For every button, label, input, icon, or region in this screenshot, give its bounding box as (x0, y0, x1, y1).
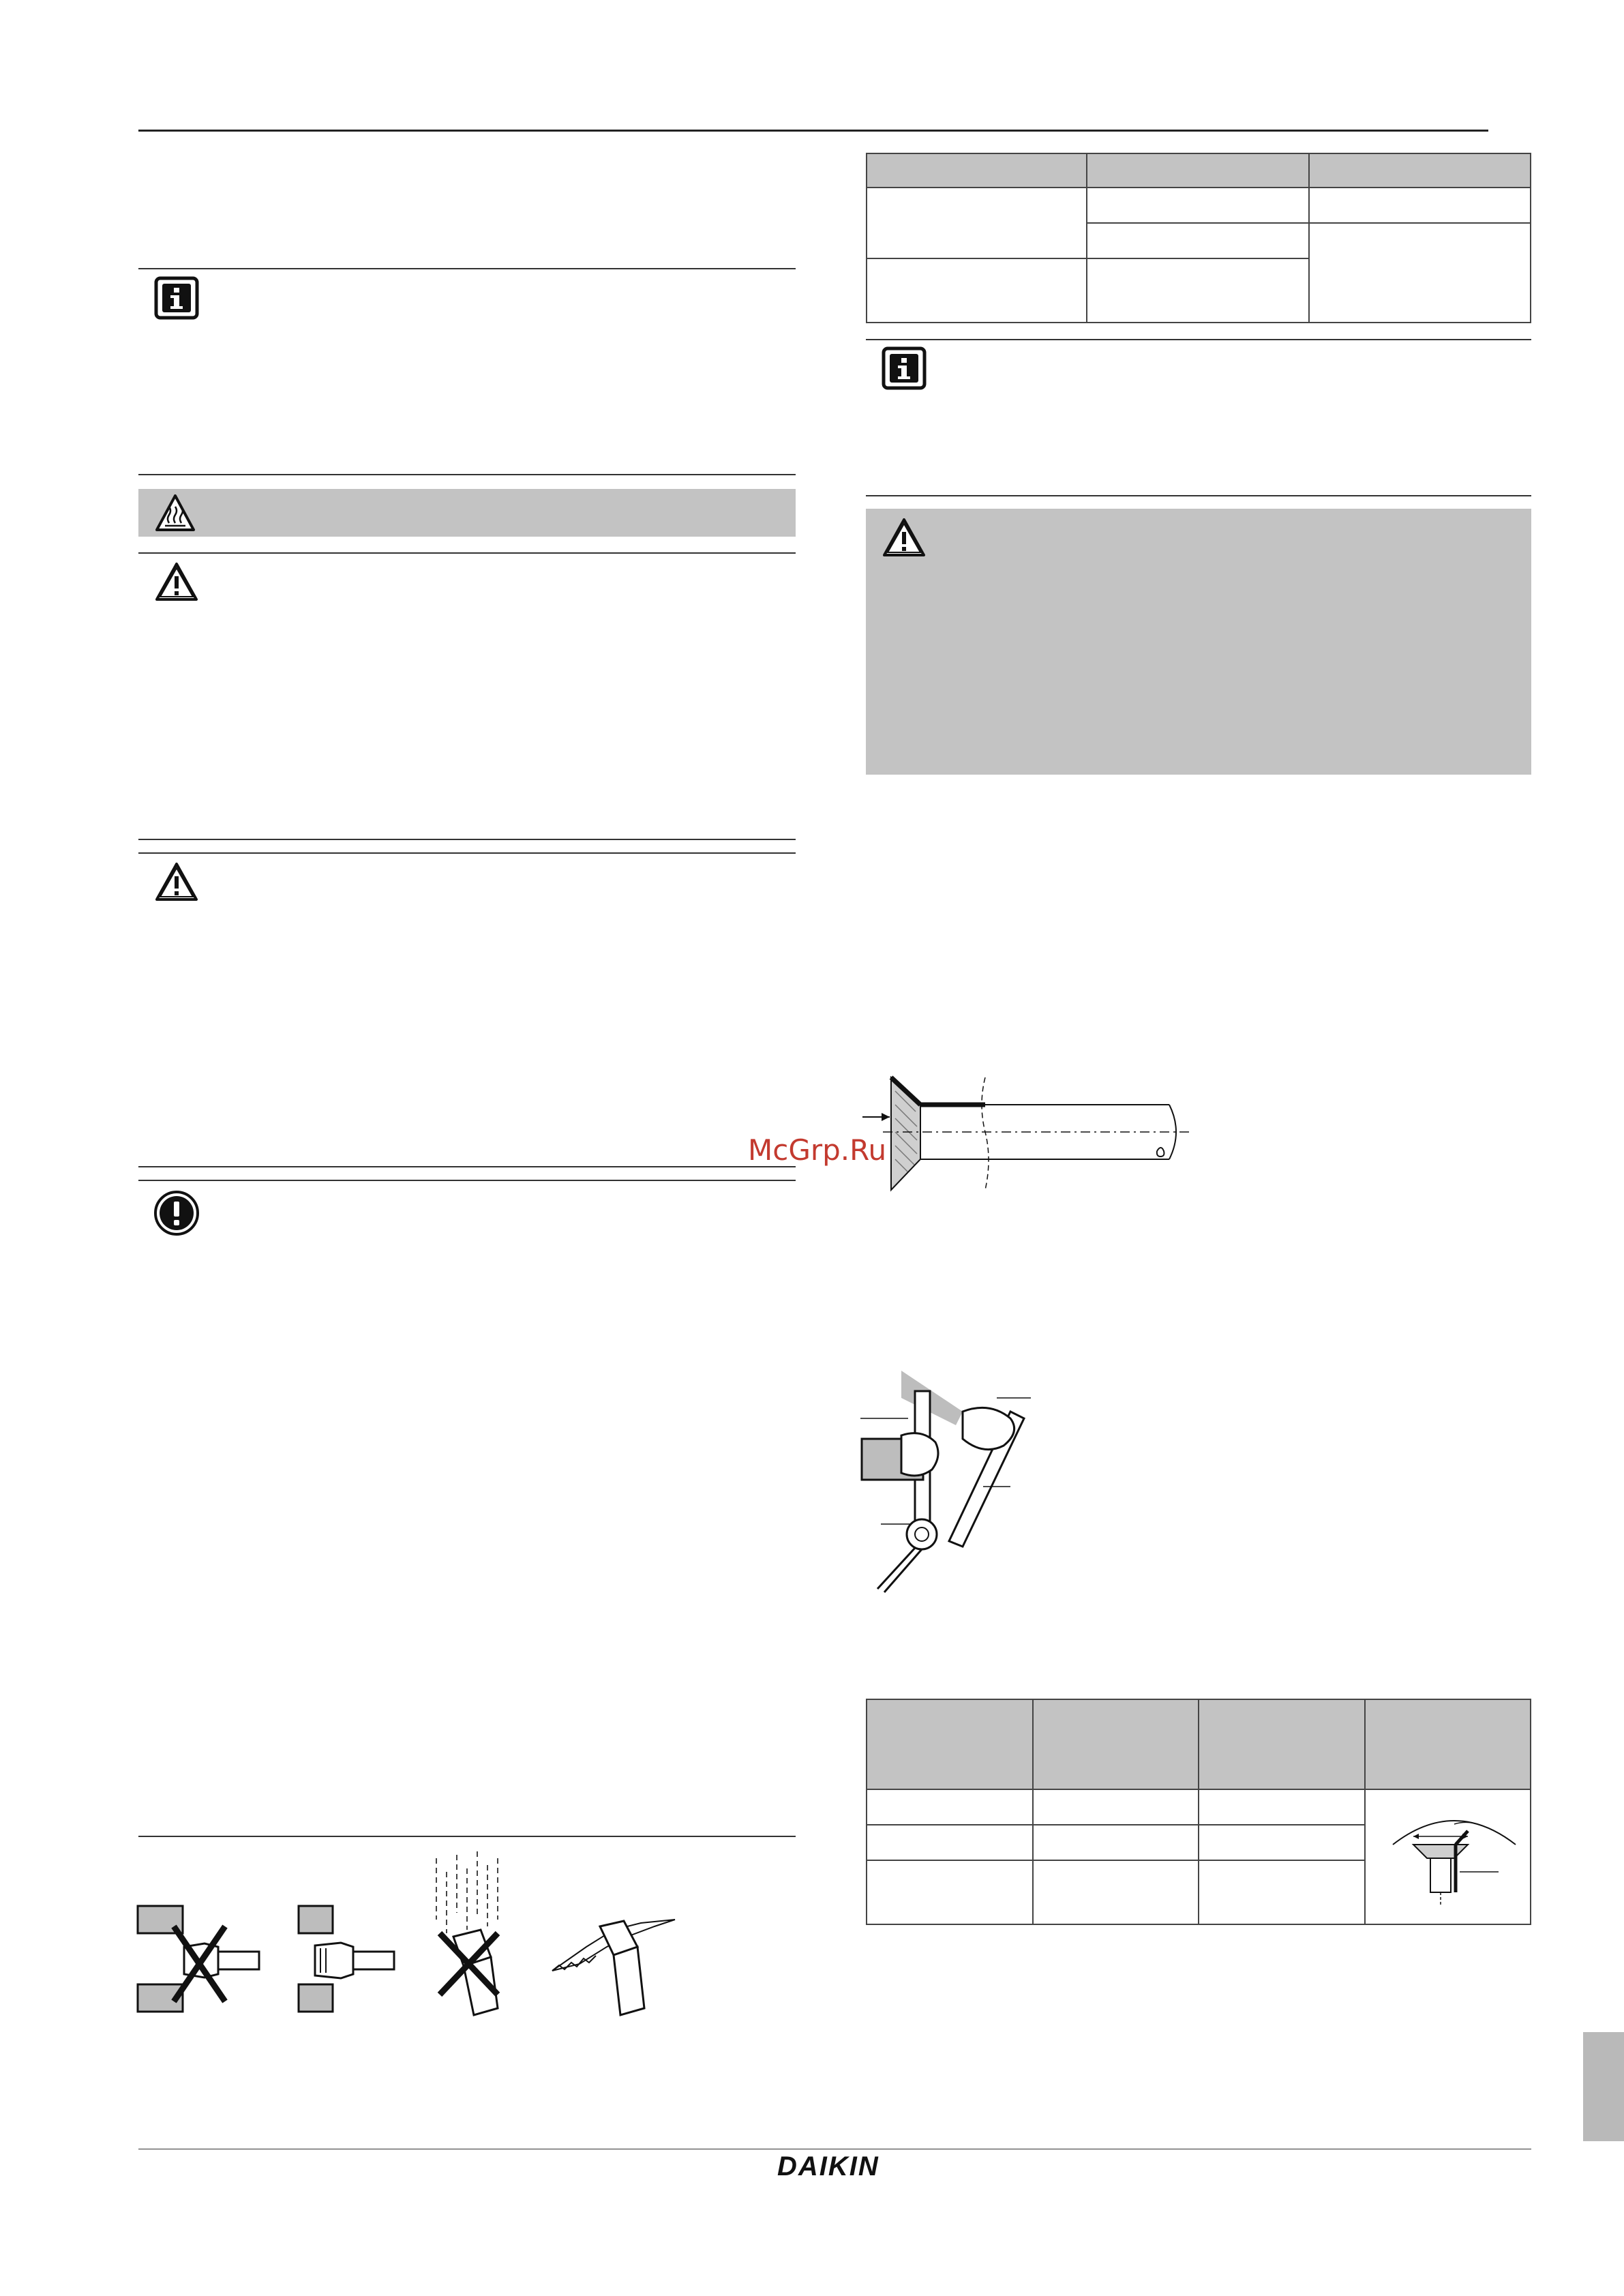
table-header-cell (1365, 1699, 1531, 1789)
hot-surface-icon (154, 493, 196, 533)
table-cell (867, 1825, 1033, 1860)
table-header-cell (867, 1699, 1033, 1789)
warning-icon (882, 517, 927, 558)
table-cell (867, 188, 1087, 258)
table-cell (867, 1789, 1033, 1825)
caution-rule (138, 474, 796, 475)
header-rule (138, 130, 1488, 132)
table-cell (1087, 188, 1308, 223)
flare-dimension-cell (1365, 1789, 1531, 1924)
warning-icon (154, 561, 199, 602)
notice-rule-a (138, 1166, 796, 1167)
pipe-flare-cross-section-illustration (862, 1064, 1231, 1227)
table-cell (1199, 1789, 1365, 1825)
info-icon (882, 346, 927, 390)
hot-surface-banner (138, 489, 796, 537)
exclamation-circle-icon (153, 1189, 200, 1237)
flare-nut-handling-illustration (136, 1845, 682, 2022)
side-tab (1583, 2032, 1624, 2141)
table-cell (1199, 1825, 1365, 1860)
torque-wrench-tightening-illustration (860, 1371, 1051, 1596)
info-icon (154, 276, 199, 320)
illustration-rule (138, 1836, 796, 1837)
flare-dimension-table (866, 1699, 1531, 1925)
table-cell (867, 1860, 1033, 1924)
table-header-cell (1199, 1699, 1365, 1789)
warning-rule-2a (138, 839, 796, 840)
watermark-text: McGrp.Ru (748, 1133, 887, 1167)
info-note-rule (138, 268, 796, 269)
notice-rule-b (138, 1180, 796, 1181)
table-cell (1309, 223, 1531, 323)
table-cell (1309, 188, 1531, 223)
table-header-cell (867, 153, 1087, 188)
warning-rule-2b (138, 852, 796, 854)
daikin-logo: DAIKIN (777, 2151, 879, 2181)
warning-icon (154, 861, 199, 902)
table-cell (1087, 223, 1308, 258)
table-cell (1033, 1860, 1199, 1924)
flare-dimension-diagram (1379, 1804, 1522, 1906)
warning-rule-3 (866, 495, 1531, 496)
table-cell (1199, 1860, 1365, 1924)
table-cell (1033, 1789, 1199, 1825)
warning-panel (866, 509, 1531, 775)
table-cell (1087, 258, 1308, 323)
table-cell (867, 258, 1087, 323)
info-note-rule-2 (866, 339, 1531, 340)
table-header-cell (1309, 153, 1531, 188)
warning-rule-1 (138, 552, 796, 554)
table-header-cell (1087, 153, 1308, 188)
table-header-cell (1033, 1699, 1199, 1789)
table-cell (1033, 1825, 1199, 1860)
refrigerant-table (866, 153, 1531, 323)
